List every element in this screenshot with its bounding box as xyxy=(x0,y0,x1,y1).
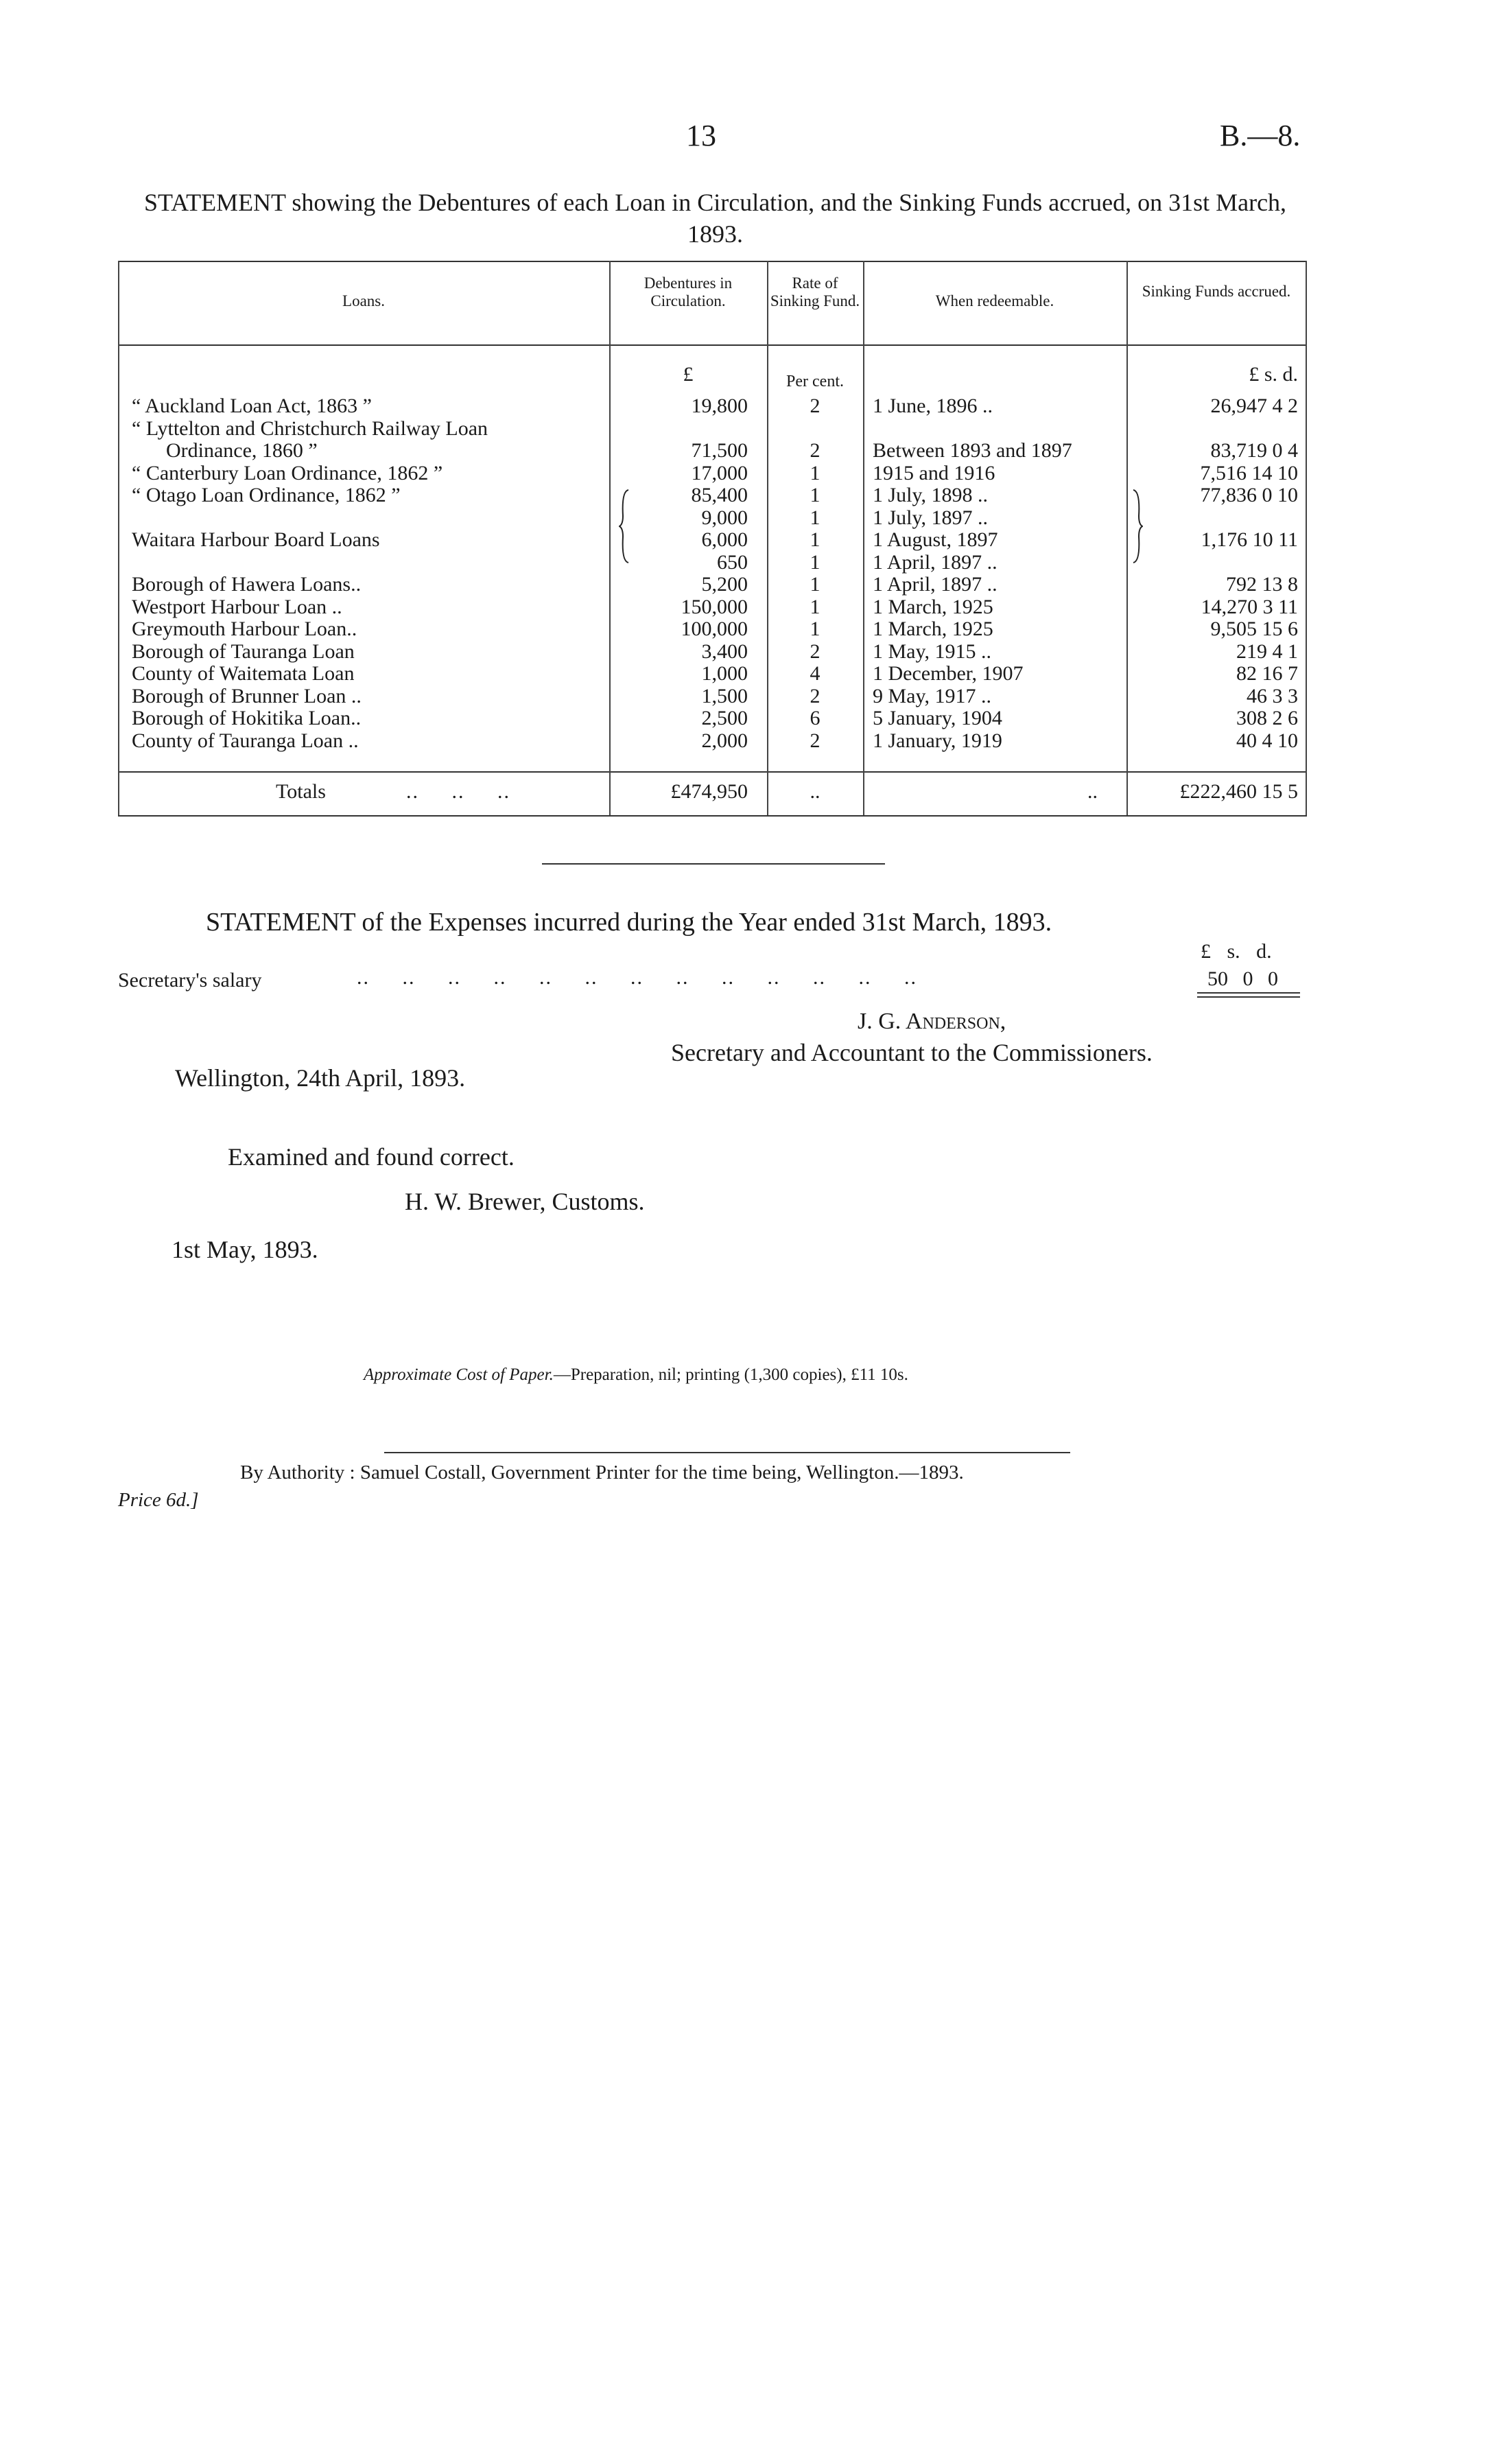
debentures-value: 9,000 xyxy=(701,506,748,529)
redemption-date: 1 August, 1897 xyxy=(873,528,998,551)
sinking-fund-accrued: 46 3 3 xyxy=(1247,684,1298,707)
sinking-fund-accrued: 14,270 3 11 xyxy=(1201,595,1298,618)
sinking-fund-rate: 1 xyxy=(810,573,821,596)
redemption-date: 1 April, 1897 .. xyxy=(873,573,998,596)
sinking-fund-rate: 4 xyxy=(810,662,821,685)
debentures-value: 650 xyxy=(717,550,748,574)
debentures-table xyxy=(118,261,1307,815)
debentures-value: 2,500 xyxy=(701,707,748,729)
paper-cost-note xyxy=(364,1365,908,1385)
loan-name: “ Canterbury Loan Ordinance, 1862 ” xyxy=(132,461,443,484)
section-divider xyxy=(542,863,885,865)
debentures-value: 5,200 xyxy=(701,573,748,596)
expense-item-label: Secretary's salary xyxy=(118,969,262,992)
redemption-date: 5 January, 1904 xyxy=(873,707,1002,729)
brace-sinking xyxy=(1132,489,1143,564)
debentures-value: 1,500 xyxy=(701,684,748,707)
loan-name: Borough of Tauranga Loan xyxy=(132,640,355,663)
totals-sinking: £222,460 15 5 xyxy=(1179,780,1298,803)
redemption-date: 1 March, 1925 xyxy=(873,595,993,618)
sinking-fund-rate: 2 xyxy=(810,729,821,752)
loan-name: Borough of Brunner Loan .. xyxy=(132,684,362,707)
debentures-value: 2,000 xyxy=(701,729,748,752)
sinking-fund-rate: 2 xyxy=(810,395,821,417)
totals-when: .. xyxy=(1087,780,1098,803)
sinking-fund-accrued: 308 2 6 xyxy=(1236,707,1298,729)
column-header-debentures: Debentures in Circulation. xyxy=(644,274,733,309)
sinking-fund-accrued: 82 16 7 xyxy=(1236,662,1298,685)
column-header-when-redeemable: When redeemable. xyxy=(935,292,1054,309)
redemption-date: 9 May, 1917 .. xyxy=(873,684,992,707)
sinking-fund-rate: 1 xyxy=(810,550,821,574)
expenses-currency-header: £ s. d. xyxy=(1201,940,1272,963)
sinking-fund-rate: 1 xyxy=(810,595,821,618)
loan-name: Waitara Harbour Board Loans xyxy=(132,528,380,551)
expense-item-amount: 50 0 0 xyxy=(1207,967,1278,990)
statement-title: STATEMENT showing the Debentures of each Loan in Circulation, and the Sinking Funds accrued, on 31st March, 1893. xyxy=(143,189,1287,248)
sinking-fund-rate: 2 xyxy=(810,684,821,707)
debentures-value: 17,000 xyxy=(691,461,748,484)
sinking-fund-accrued: 7,516 14 10 xyxy=(1200,461,1298,484)
sinking-fund-accrued: 792 13 8 xyxy=(1226,573,1298,596)
column-header-rate: Rate of Sinking Fund. xyxy=(770,274,860,309)
sinking-fund-rate: 2 xyxy=(810,640,821,663)
signatory-role: Secretary and Accountant to the Commissioners. xyxy=(671,1039,1153,1066)
sinking-fund-accrued: 26,947 4 2 xyxy=(1210,395,1298,417)
debentures-value: 71,500 xyxy=(691,439,748,462)
loan-name: “ Otago Loan Ordinance, 1862 ” xyxy=(132,484,401,506)
debentures-value: 19,800 xyxy=(691,395,748,417)
loan-name: Borough of Hawera Loans.. xyxy=(132,573,362,596)
loan-name: Greymouth Harbour Loan.. xyxy=(132,618,357,640)
debentures-value: 1,000 xyxy=(701,662,748,685)
loan-name: Westport Harbour Loan .. xyxy=(132,595,342,618)
sinking-fund-rate: 1 xyxy=(810,528,821,551)
examination-date: 1st May, 1893. xyxy=(172,1236,318,1263)
sinking-fund-rate: 2 xyxy=(810,439,821,462)
redemption-date: 1 June, 1896 .. xyxy=(873,395,993,417)
examiner-signature: H. W. Brewer, Customs. xyxy=(405,1188,645,1215)
totals-leader: .. .. .. xyxy=(406,780,510,803)
paper-cost-text: —Preparation, nil; printing (1,300 copies), £11 10s. xyxy=(553,1365,908,1384)
debentures-value: 3,400 xyxy=(701,640,748,663)
price-note: Price 6d.] xyxy=(118,1489,199,1511)
sinking-fund-accrued: 219 4 1 xyxy=(1236,640,1298,663)
expenses-statement-title: STATEMENT of the Expenses incurred during the Year ended 31st March, 1893. xyxy=(206,908,1052,937)
sinking-fund-accrued: 1,176 10 11 xyxy=(1201,528,1298,551)
signatory-name: J. G. Anderson, xyxy=(858,1009,1006,1034)
sinking-fund-rate: 1 xyxy=(810,484,821,506)
loan-name: Borough of Hokitika Loan.. xyxy=(132,707,362,729)
redemption-date: 1 July, 1897 .. xyxy=(873,506,989,529)
totals-label: Totals xyxy=(276,780,326,803)
page-number: 13 xyxy=(686,119,716,152)
sinking-fund-rate: 1 xyxy=(810,618,821,640)
examination-statement: Examined and found correct. xyxy=(228,1143,515,1171)
column-header-sinking-funds: Sinking Funds accrued. xyxy=(1142,283,1291,300)
unit-pounds: £ xyxy=(683,363,694,386)
loan-name: County of Tauranga Loan .. xyxy=(132,729,359,752)
redemption-date: 1915 and 1916 xyxy=(873,461,995,484)
place-and-date: Wellington, 24th April, 1893. xyxy=(175,1064,466,1092)
document-reference: B.—8. xyxy=(1220,119,1301,152)
loan-name: County of Waitemata Loan xyxy=(132,662,355,685)
sinking-fund-rate: 6 xyxy=(810,707,821,729)
redemption-date: 1 March, 1925 xyxy=(873,618,993,640)
paper-cost-label: Approximate Cost of Paper. xyxy=(364,1365,554,1384)
loan-name: Ordinance, 1860 ” xyxy=(166,439,318,462)
footer-rule xyxy=(384,1452,1070,1453)
amount-double-underline xyxy=(1197,996,1300,998)
debentures-value: 150,000 xyxy=(681,595,748,618)
debentures-value: 100,000 xyxy=(681,618,748,640)
sinking-fund-accrued: 40 4 10 xyxy=(1236,729,1298,752)
unit-lsd: £ s. d. xyxy=(1249,363,1298,386)
redemption-date: 1 May, 1915 .. xyxy=(873,640,992,663)
amount-underline xyxy=(1197,992,1300,994)
brace-debentures xyxy=(619,489,630,564)
unit-per-cent: Per cent. xyxy=(786,373,844,390)
sinking-fund-accrued: 77,836 0 10 xyxy=(1200,484,1298,506)
column-header-loans: Loans. xyxy=(342,292,385,309)
debentures-value: 6,000 xyxy=(701,528,748,551)
printer-imprint: By Authority : Samuel Costall, Government Printer for the time being, Wellington.—1893. xyxy=(240,1462,964,1483)
debentures-value: 85,400 xyxy=(691,484,748,506)
redemption-date: 1 December, 1907 xyxy=(873,662,1024,685)
sinking-fund-rate: 1 xyxy=(810,461,821,484)
redemption-date: 1 July, 1898 .. xyxy=(873,484,989,506)
redemption-date: 1 April, 1897 .. xyxy=(873,550,998,574)
sinking-fund-accrued: 83,719 0 4 xyxy=(1210,439,1298,462)
redemption-date: 1 January, 1919 xyxy=(873,729,1002,752)
redemption-date: Between 1893 and 1897 xyxy=(873,439,1072,462)
sinking-fund-accrued: 9,505 15 6 xyxy=(1210,618,1298,640)
totals-debentures: £474,950 xyxy=(670,780,748,803)
totals-rate: .. xyxy=(810,780,821,803)
loan-name: “ Lyttelton and Christchurch Railway Loan xyxy=(132,416,488,440)
sinking-fund-rate: 1 xyxy=(810,506,821,529)
loan-name: “ Auckland Loan Act, 1863 ” xyxy=(132,395,372,417)
expense-leader-dots: .. .. .. .. .. .. .. .. .. .. .. .. .. xyxy=(357,966,917,989)
